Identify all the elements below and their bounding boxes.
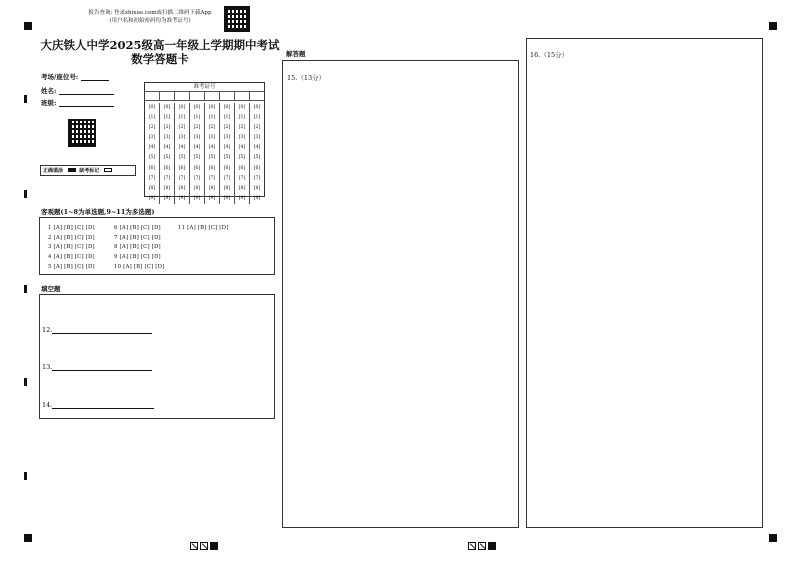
exam-id-header: 准考证号: [145, 83, 264, 92]
q14-line[interactable]: [52, 401, 154, 409]
id-digit-bubble[interactable]: [3]: [193, 135, 201, 141]
id-digit-bubble[interactable]: [6]: [193, 165, 201, 171]
id-digit-bubble[interactable]: [1]: [193, 115, 201, 121]
q12-field: [42, 326, 152, 334]
answers-title: 解答题: [286, 50, 306, 58]
page-subtitle: 数学答题卡: [131, 52, 189, 66]
id-digit-bubble[interactable]: [4]: [178, 145, 186, 151]
absent-label: 缺考标记: [79, 168, 100, 174]
edge-marker: [24, 285, 27, 293]
name-line[interactable]: [59, 87, 114, 95]
id-digit-bubble[interactable]: [9]: [253, 195, 261, 201]
filled-mark-icon: [68, 168, 76, 172]
objective-box: [39, 217, 275, 275]
objective-question[interactable]: 5 [A] [B] [C] [D]: [48, 263, 95, 270]
id-digit-bubble[interactable]: [3]: [208, 135, 216, 141]
id-digit-bubble[interactable]: [7]: [253, 175, 261, 181]
id-digit-bubble[interactable]: [4]: [238, 145, 246, 151]
objective-question[interactable]: 3 [A] [B] [C] [D]: [48, 244, 95, 251]
objective-question[interactable]: 2 [A] [B] [C] [D]: [48, 234, 95, 241]
id-digit-bubble[interactable]: [1]: [253, 115, 261, 121]
id-digit-bubble[interactable]: [6]: [163, 165, 171, 171]
q13-line[interactable]: [52, 363, 152, 371]
id-digit-bubble[interactable]: [2]: [208, 125, 216, 131]
correct-label: 正确填涂: [43, 168, 64, 174]
id-digit-bubble[interactable]: [9]: [178, 195, 186, 201]
id-digit-bubble[interactable]: [6]: [253, 165, 261, 171]
notice-line-2: (用户名和初始密码均为准考证号): [109, 18, 191, 24]
id-digit-bubble[interactable]: [0]: [238, 105, 246, 110]
seat-field: [41, 72, 109, 81]
id-digit-bubble[interactable]: [9]: [193, 195, 201, 201]
id-digit-bubble[interactable]: [2]: [163, 125, 171, 131]
id-digit-bubble[interactable]: [1]: [208, 115, 216, 121]
id-digit-bubble[interactable]: [9]: [163, 195, 171, 201]
id-digit-bubble[interactable]: [5]: [148, 155, 156, 161]
id-digit-bubble[interactable]: [2]: [178, 125, 186, 131]
id-digit-bubble[interactable]: [4]: [193, 145, 201, 151]
notice-line-1: 报告查询: 登录zhixue.com或扫描二维码下载App: [88, 10, 212, 16]
seat-label: 考场/座位号:: [41, 73, 79, 81]
q12-line[interactable]: [52, 326, 152, 334]
student-qr-icon: [68, 119, 96, 147]
id-digit-bubble[interactable]: [0]: [148, 105, 156, 110]
objective-question[interactable]: 1 [A] [B] [C] [D]: [48, 225, 95, 231]
id-digit-bubble[interactable]: [4]: [148, 145, 156, 151]
id-digit-bubble[interactable]: [7]: [178, 175, 186, 181]
corner-marker-tl: [24, 22, 32, 30]
id-digit-bubble[interactable]: [9]: [148, 195, 156, 201]
objective-question[interactable]: 11 [A] [B] [C] [D]: [178, 225, 229, 231]
id-digit-bubble[interactable]: [4]: [223, 145, 231, 151]
id-digit-bubble[interactable]: [9]: [208, 195, 216, 201]
id-digit-bubble[interactable]: [8]: [163, 185, 171, 191]
id-digit-bubble[interactable]: [4]: [208, 145, 216, 151]
name-field: [41, 86, 114, 95]
id-digit-bubble[interactable]: [6]: [238, 165, 246, 171]
id-digit-bubble[interactable]: [0]: [178, 105, 186, 110]
name-label: 姓名:: [41, 87, 57, 95]
id-digit-bubble[interactable]: [1]: [223, 115, 231, 121]
id-digit-bubble[interactable]: [0]: [253, 105, 261, 110]
q13-field: [42, 363, 152, 371]
corner-marker-bl: [24, 534, 32, 542]
objective-question[interactable]: 7 [A] [B] [C] [D]: [114, 234, 161, 241]
id-digit-bubble[interactable]: [7]: [223, 175, 231, 181]
id-digit-bubble[interactable]: [4]: [253, 145, 261, 151]
id-digit-bubble[interactable]: [6]: [223, 165, 231, 171]
page-title: 大庆铁人中学2025级高一年级上学期期中考试: [40, 38, 280, 52]
objective-question[interactable]: 10 [A] [B] [C] [D]: [114, 263, 165, 270]
id-digit-bubble[interactable]: [5]: [238, 155, 246, 161]
id-digit-bubble[interactable]: [7]: [208, 175, 216, 181]
objective-question[interactable]: 4 [A] [B] [C] [D]: [48, 254, 95, 261]
q16-label: 16.（15分）: [530, 51, 569, 59]
class-field: [41, 98, 114, 107]
id-digit-bubble[interactable]: [0]: [223, 105, 231, 110]
edge-marker: [24, 95, 27, 103]
id-digit-bubble[interactable]: [7]: [238, 175, 246, 181]
edge-marker: [24, 190, 27, 198]
page-marker-left: [190, 535, 218, 554]
class-line[interactable]: [59, 99, 114, 107]
id-digit-bubble[interactable]: [9]: [223, 195, 231, 201]
id-digit-bubble[interactable]: [5]: [163, 155, 171, 161]
seat-line[interactable]: [81, 73, 109, 81]
id-digit-bubble[interactable]: [8]: [238, 185, 246, 191]
exam-id-bubbles[interactable]: [145, 101, 264, 204]
id-digit-bubble[interactable]: [3]: [253, 135, 261, 141]
qr-code-icon: [224, 6, 250, 32]
id-digit-bubble[interactable]: [7]: [163, 175, 171, 181]
q14-field: [42, 401, 154, 409]
id-digit-bubble[interactable]: [6]: [178, 165, 186, 171]
q13-label: 13.: [42, 363, 53, 371]
legend-box: [40, 165, 136, 176]
id-digit-bubble[interactable]: [6]: [148, 165, 156, 171]
id-digit-bubble[interactable]: [7]: [148, 175, 156, 181]
exam-id-box: [144, 82, 265, 201]
id-digit-bubble[interactable]: [3]: [163, 135, 171, 141]
id-digit-bubble[interactable]: [1]: [163, 115, 171, 121]
q14-label: 14.: [42, 401, 53, 409]
id-digit-bubble[interactable]: [8]: [223, 185, 231, 191]
id-digit-bubble[interactable]: [2]: [238, 125, 246, 131]
id-digit-bubble[interactable]: [3]: [148, 135, 156, 141]
id-digit-bubble[interactable]: [4]: [163, 145, 171, 151]
id-digit-bubble[interactable]: [1]: [178, 115, 186, 121]
edge-marker: [24, 472, 27, 480]
id-digit-bubble[interactable]: [8]: [208, 185, 216, 191]
fill-blank-box: [39, 294, 275, 419]
id-digit-bubble[interactable]: [9]: [238, 195, 246, 201]
id-digit-bubble[interactable]: [7]: [193, 175, 201, 181]
corner-marker-br: [769, 534, 777, 542]
id-digit-bubble[interactable]: [5]: [253, 155, 261, 161]
id-digit-bubble[interactable]: [3]: [223, 135, 231, 141]
id-digit-bubble[interactable]: [3]: [178, 135, 186, 141]
class-label: 班级:: [41, 99, 57, 107]
corner-marker-tr: [769, 22, 777, 30]
edge-marker: [24, 378, 27, 386]
id-digit-bubble[interactable]: [8]: [178, 185, 186, 191]
fill-blank-title: 填空题: [41, 285, 61, 293]
id-digit-bubble[interactable]: [1]: [238, 115, 246, 121]
id-digit-bubble[interactable]: [8]: [253, 185, 261, 191]
id-digit-bubble[interactable]: [0]: [163, 105, 171, 110]
id-digit-bubble[interactable]: [3]: [238, 135, 246, 141]
id-digit-bubble[interactable]: [5]: [193, 155, 201, 161]
id-digit-bubble[interactable]: [8]: [193, 185, 201, 191]
id-digit-bubble[interactable]: [5]: [208, 155, 216, 161]
id-digit-bubble[interactable]: [5]: [223, 155, 231, 161]
objective-title: 客观题(1~8为单选题,9~11为多选题): [41, 208, 155, 216]
page-marker-right: [468, 535, 496, 554]
id-digit-bubble[interactable]: [2]: [223, 125, 231, 131]
id-digit-bubble[interactable]: [2]: [253, 125, 261, 131]
q15-label: 15.（13分）: [287, 74, 326, 82]
id-digit-bubble[interactable]: [2]: [193, 125, 201, 131]
objective-question[interactable]: 9 [A] [B] [C] [D]: [114, 254, 161, 261]
id-digit-bubble[interactable]: [5]: [178, 155, 186, 161]
id-digit-bubble[interactable]: [8]: [148, 185, 156, 191]
q12-label: 12.: [42, 326, 53, 334]
objective-question[interactable]: 6 [A] [B] [C] [D]: [114, 225, 161, 231]
id-digit-bubble[interactable]: [0]: [193, 105, 201, 110]
id-digit-bubble[interactable]: [6]: [208, 165, 216, 171]
objective-question[interactable]: 8 [A] [B] [C] [D]: [114, 244, 161, 251]
q16-answer-box[interactable]: [526, 38, 763, 528]
q15-answer-box[interactable]: [282, 60, 519, 528]
exam-id-write-row: [145, 92, 264, 101]
id-digit-bubble[interactable]: [1]: [148, 115, 156, 121]
absent-mark-icon[interactable]: [104, 168, 112, 172]
id-digit-bubble[interactable]: [2]: [148, 125, 156, 131]
id-digit-bubble[interactable]: [0]: [208, 105, 216, 110]
